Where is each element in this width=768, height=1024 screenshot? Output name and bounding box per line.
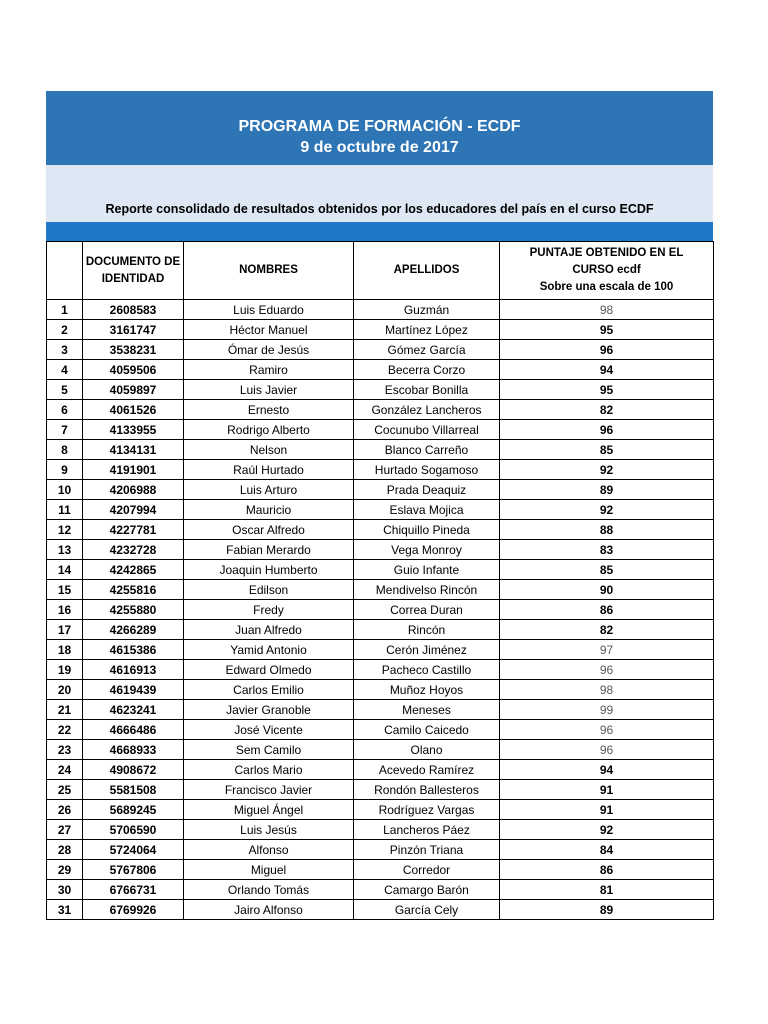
header-puntaje-title: PUNTAJE OBTENIDO EN EL CURSO ecdf <box>529 247 684 276</box>
table-row <box>47 880 714 900</box>
row-puntaje: 98 <box>500 680 714 700</box>
row-puntaje: 94 <box>500 360 714 380</box>
header-apellidos: APELLIDOS <box>354 242 500 300</box>
row-number: 24 <box>47 760 83 780</box>
table-row <box>47 660 714 680</box>
results-table <box>46 241 714 920</box>
row-apellidos: Rincón <box>354 620 500 640</box>
title-band <box>46 91 713 165</box>
table-row <box>47 640 714 660</box>
row-documento: 4255880 <box>83 600 184 620</box>
row-apellidos: Correa Duran <box>354 600 500 620</box>
row-apellidos: Hurtado Sogamoso <box>354 460 500 480</box>
table-row <box>47 500 714 520</box>
row-apellidos: Camargo Barón <box>354 880 500 900</box>
row-nombres: Ómar de Jesús <box>184 340 354 360</box>
table-row <box>47 800 714 820</box>
table-header-row <box>47 242 714 300</box>
row-apellidos: Meneses <box>354 700 500 720</box>
row-documento: 4666486 <box>83 720 184 740</box>
row-apellidos: Chiquillo Pineda <box>354 520 500 540</box>
table-row <box>47 560 714 580</box>
row-puntaje: 91 <box>500 800 714 820</box>
row-number: 18 <box>47 640 83 660</box>
row-documento: 5581508 <box>83 780 184 800</box>
row-apellidos: Blanco Carreño <box>354 440 500 460</box>
table-row <box>47 740 714 760</box>
row-documento: 4242865 <box>83 560 184 580</box>
row-apellidos: Martínez López <box>354 320 500 340</box>
row-number: 9 <box>47 460 83 480</box>
report-subtitle: Reporte consolidado de resultados obtenidos por los educadores del país en el curso ECDF <box>105 202 654 216</box>
row-nombres: Orlando Tomás <box>184 880 354 900</box>
row-nombres: Ramiro <box>184 360 354 380</box>
row-documento: 4255816 <box>83 580 184 600</box>
row-nombres: Raúl Hurtado <box>184 460 354 480</box>
row-documento: 4059506 <box>83 360 184 380</box>
row-documento: 5706590 <box>83 820 184 840</box>
row-puntaje: 92 <box>500 820 714 840</box>
row-documento: 6769926 <box>83 900 184 920</box>
row-number: 1 <box>47 300 83 320</box>
row-apellidos: Rondón Ballesteros <box>354 780 500 800</box>
row-nombres: Luis Arturo <box>184 480 354 500</box>
row-number: 27 <box>47 820 83 840</box>
row-number: 29 <box>47 860 83 880</box>
row-documento: 4232728 <box>83 540 184 560</box>
header-puntaje <box>500 242 714 300</box>
table-row <box>47 780 714 800</box>
row-documento: 4206988 <box>83 480 184 500</box>
row-puntaje: 91 <box>500 780 714 800</box>
table-body <box>47 300 714 920</box>
row-puntaje: 86 <box>500 600 714 620</box>
table-row <box>47 860 714 880</box>
row-documento: 3538231 <box>83 340 184 360</box>
row-apellidos: Pacheco Castillo <box>354 660 500 680</box>
row-puntaje: 89 <box>500 900 714 920</box>
table-row <box>47 400 714 420</box>
row-apellidos: Cerón Jiménez <box>354 640 500 660</box>
row-puntaje: 97 <box>500 640 714 660</box>
row-documento: 4619439 <box>83 680 184 700</box>
row-puntaje: 96 <box>500 740 714 760</box>
row-nombres: Fabian Merardo <box>184 540 354 560</box>
row-documento: 4207994 <box>83 500 184 520</box>
row-nombres: Rodrigo Alberto <box>184 420 354 440</box>
table-row <box>47 700 714 720</box>
row-number: 14 <box>47 560 83 580</box>
row-apellidos: Gómez García <box>354 340 500 360</box>
row-documento: 4266289 <box>83 620 184 640</box>
row-apellidos: Prada Deaquiz <box>354 480 500 500</box>
row-number: 2 <box>47 320 83 340</box>
header-nombres: NOMBRES <box>184 242 354 300</box>
row-number: 11 <box>47 500 83 520</box>
row-apellidos: Corredor <box>354 860 500 880</box>
row-apellidos: Camilo Caicedo <box>354 720 500 740</box>
row-apellidos: Muñoz Hoyos <box>354 680 500 700</box>
row-documento: 4623241 <box>83 700 184 720</box>
row-puntaje: 92 <box>500 500 714 520</box>
row-puntaje: 82 <box>500 400 714 420</box>
row-documento: 4191901 <box>83 460 184 480</box>
row-number: 13 <box>47 540 83 560</box>
header-number <box>47 242 83 300</box>
divider-strip <box>46 222 713 241</box>
row-nombres: José Vicente <box>184 720 354 740</box>
row-puntaje: 96 <box>500 660 714 680</box>
row-nombres: Fredy <box>184 600 354 620</box>
table-row <box>47 520 714 540</box>
row-number: 5 <box>47 380 83 400</box>
row-documento: 2608583 <box>83 300 184 320</box>
table-row <box>47 340 714 360</box>
row-documento: 4668933 <box>83 740 184 760</box>
row-puntaje: 81 <box>500 880 714 900</box>
row-apellidos: García Cely <box>354 900 500 920</box>
row-puntaje: 88 <box>500 520 714 540</box>
row-nombres: Joaquin Humberto <box>184 560 354 580</box>
row-puntaje: 96 <box>500 340 714 360</box>
row-nombres: Ernesto <box>184 400 354 420</box>
row-apellidos: Olano <box>354 740 500 760</box>
row-puntaje: 92 <box>500 460 714 480</box>
row-number: 8 <box>47 440 83 460</box>
table-row <box>47 820 714 840</box>
row-nombres: Carlos Mario <box>184 760 354 780</box>
row-number: 23 <box>47 740 83 760</box>
row-nombres: Jairo Alfonso <box>184 900 354 920</box>
row-apellidos: Acevedo Ramírez <box>354 760 500 780</box>
row-number: 31 <box>47 900 83 920</box>
table-row <box>47 540 714 560</box>
row-nombres: Luis Jesús <box>184 820 354 840</box>
row-apellidos: Cocunubo Villarreal <box>354 420 500 440</box>
row-number: 6 <box>47 400 83 420</box>
row-number: 4 <box>47 360 83 380</box>
row-documento: 5724064 <box>83 840 184 860</box>
row-apellidos: Mendivelso Rincón <box>354 580 500 600</box>
header-documento: DOCUMENTO DE IDENTIDAD <box>83 242 184 300</box>
row-puntaje: 85 <box>500 440 714 460</box>
row-number: 20 <box>47 680 83 700</box>
table-row <box>47 420 714 440</box>
row-puntaje: 82 <box>500 620 714 640</box>
row-puntaje: 83 <box>500 540 714 560</box>
row-apellidos: Escobar Bonilla <box>354 380 500 400</box>
table-row <box>47 680 714 700</box>
row-number: 21 <box>47 700 83 720</box>
row-puntaje: 90 <box>500 580 714 600</box>
row-puntaje: 94 <box>500 760 714 780</box>
row-apellidos: Rodríguez Vargas <box>354 800 500 820</box>
report-title: PROGRAMA DE FORMACIÓN - ECDF <box>238 118 521 135</box>
row-nombres: Nelson <box>184 440 354 460</box>
row-apellidos: Becerra Corzo <box>354 360 500 380</box>
row-documento: 6766731 <box>83 880 184 900</box>
row-puntaje: 89 <box>500 480 714 500</box>
row-number: 28 <box>47 840 83 860</box>
row-documento: 4061526 <box>83 400 184 420</box>
row-number: 15 <box>47 580 83 600</box>
row-documento: 5767806 <box>83 860 184 880</box>
row-number: 12 <box>47 520 83 540</box>
row-apellidos: Vega Monroy <box>354 540 500 560</box>
row-puntaje: 96 <box>500 420 714 440</box>
header-puntaje-scale: Sobre una escala de 100 <box>539 281 674 293</box>
report-date: 9 de octubre de 2017 <box>300 139 459 156</box>
row-nombres: Luis Eduardo <box>184 300 354 320</box>
row-number: 10 <box>47 480 83 500</box>
row-documento: 4908672 <box>83 760 184 780</box>
row-documento: 3161747 <box>83 320 184 340</box>
row-number: 25 <box>47 780 83 800</box>
row-number: 17 <box>47 620 83 640</box>
table-row <box>47 720 714 740</box>
row-documento: 4227781 <box>83 520 184 540</box>
row-apellidos: Lancheros Páez <box>354 820 500 840</box>
table-row <box>47 460 714 480</box>
row-nombres: Luis Javier <box>184 380 354 400</box>
table-row <box>47 600 714 620</box>
table-row <box>47 440 714 460</box>
table-row <box>47 900 714 920</box>
row-apellidos: Pinzón Triana <box>354 840 500 860</box>
row-number: 7 <box>47 420 83 440</box>
row-nombres: Edilson <box>184 580 354 600</box>
table-row <box>47 320 714 340</box>
row-nombres: Edward Olmedo <box>184 660 354 680</box>
row-nombres: Miguel Ángel <box>184 800 354 820</box>
row-nombres: Héctor Manuel <box>184 320 354 340</box>
row-puntaje: 99 <box>500 700 714 720</box>
row-apellidos: Guzmán <box>354 300 500 320</box>
row-nombres: Miguel <box>184 860 354 880</box>
table-row <box>47 760 714 780</box>
table-row <box>47 840 714 860</box>
row-documento: 4616913 <box>83 660 184 680</box>
row-number: 22 <box>47 720 83 740</box>
table-row <box>47 620 714 640</box>
table-row <box>47 360 714 380</box>
row-puntaje: 85 <box>500 560 714 580</box>
row-nombres: Juan Alfredo <box>184 620 354 640</box>
row-documento: 4133955 <box>83 420 184 440</box>
row-nombres: Javier Granoble <box>184 700 354 720</box>
row-apellidos: Eslava Mojica <box>354 500 500 520</box>
row-documento: 4615386 <box>83 640 184 660</box>
row-puntaje: 95 <box>500 320 714 340</box>
row-apellidos: González Lancheros <box>354 400 500 420</box>
row-number: 26 <box>47 800 83 820</box>
row-documento: 4134131 <box>83 440 184 460</box>
row-documento: 4059897 <box>83 380 184 400</box>
row-number: 19 <box>47 660 83 680</box>
table-row <box>47 380 714 400</box>
table-row <box>47 480 714 500</box>
row-number: 3 <box>47 340 83 360</box>
row-nombres: Carlos Emilio <box>184 680 354 700</box>
row-puntaje: 96 <box>500 720 714 740</box>
row-number: 30 <box>47 880 83 900</box>
table-row <box>47 300 714 320</box>
row-documento: 5689245 <box>83 800 184 820</box>
table-row <box>47 580 714 600</box>
row-puntaje: 98 <box>500 300 714 320</box>
row-nombres: Francisco Javier <box>184 780 354 800</box>
report-sheet <box>46 91 713 920</box>
row-puntaje: 84 <box>500 840 714 860</box>
row-apellidos: Guio Infante <box>354 560 500 580</box>
subtitle-band <box>46 165 713 222</box>
row-nombres: Sem Camilo <box>184 740 354 760</box>
row-nombres: Oscar Alfredo <box>184 520 354 540</box>
row-puntaje: 86 <box>500 860 714 880</box>
row-puntaje: 95 <box>500 380 714 400</box>
row-nombres: Mauricio <box>184 500 354 520</box>
row-nombres: Yamid Antonio <box>184 640 354 660</box>
row-number: 16 <box>47 600 83 620</box>
row-nombres: Alfonso <box>184 840 354 860</box>
